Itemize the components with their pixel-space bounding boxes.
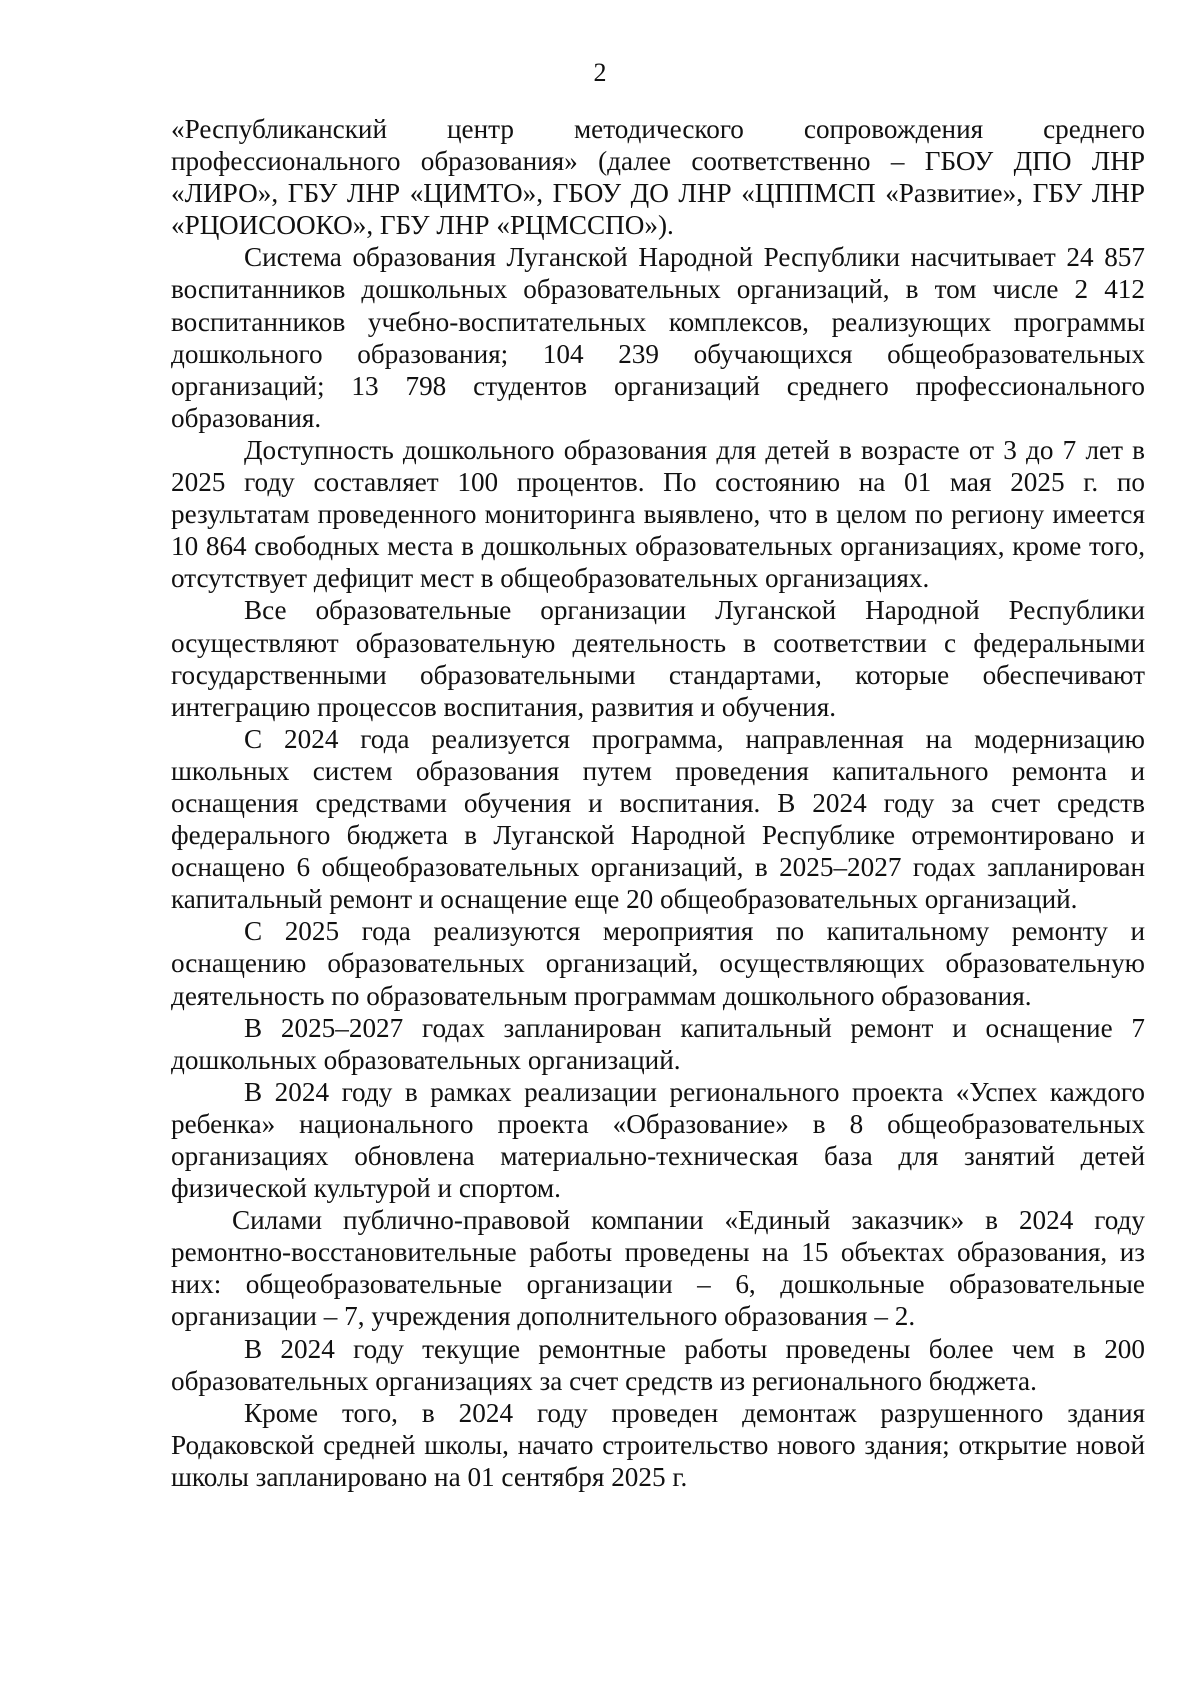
paragraph-rodakovo-school: Кроме того, в 2024 году проведен демонтаж разрушенного здания Родаковской средней школы, начато строительство нового здания; открытие новой школы запланировано на 01 сентября 2025 г.: [171, 1397, 1145, 1492]
paragraph-current-repairs: В 2024 году текущие ремонтные работы проведены более чем в 200 образовательных организациях за счет средств из регионального бюджета.: [171, 1333, 1145, 1396]
paragraph-preschool-repair: С 2025 года реализуются мероприятия по капитальному ремонту и оснащению образовательных организаций, осуществляющих образовательную деятельность по образовательным программам дошкольного образования.: [171, 916, 1145, 1011]
paragraph-continuation: «Республиканский центр методического сопровождения среднего профессионального образования» (далее соответственно – ГБОУ ДПО ЛНР «ЛИРО», ГБУ ЛНР «ЦИМТО», ГБОУ ДО ЛНР «ЦППМСП «Развитие», ГБУ ЛНР «РЦОИСООКО», ГБУ ЛНР «РЦМССПО»).: [171, 114, 1145, 241]
paragraph-sports-equipment: В 2024 году в рамках реализации регионального проекта «Успех каждого ребенка» национального проекта «Образование» в 8 общеобразовательных организациях обновлена материально-техническая база для занятий детей физической культурой и спортом.: [171, 1076, 1145, 1204]
paragraph-school-modernization: С 2024 года реализуется программа, направленная на модернизацию школьных систем образования путем проведения капитального ремонта и оснащения средствами обучения и воспитания. В 2024 году за счет средств федерального бюджета в Луганской Народной Республике отремонтировано и оснащено 6 общеобразовательных организаций, в 2025–2027 годах запланирован капитальный ремонт и оснащение еще 20 общеобразовательных организаций.: [171, 723, 1145, 915]
paragraph-preschool-availability: Доступность дошкольного образования для детей в возрасте от 3 до 7 лет в 2025 году составляет 100 процентов. По состоянию на 01 мая 2025 г. по результатам проведенного мониторинга выявлено, что в целом по региону имеется 10 864 свободных места в дошкольных образовательных организациях, кроме того, отсутствует дефицит мест в общеобразовательных организациях.: [171, 434, 1145, 594]
paragraph-student-counts: Система образования Луганской Народной Республики насчитывает 24 857 воспитанников дошкольных образовательных организаций, в том числе 2 412 воспитанников учебно-воспитательных комплексов, реализующих программы дошкольного образования; 104 239 обучающихся общеобразовательных организаций; 13 798 студентов организаций среднего профессионального образования.: [171, 242, 1145, 433]
document-body: [171, 113, 1145, 1493]
page-number: 2: [593, 58, 607, 87]
paragraph-federal-standards: Все образовательные организации Луганской Народной Республики осуществляют образовательную деятельность в соответствии с федеральными государственными образовательными стандартами, которые обеспечивают интеграцию процессов воспитания, развития и обучения.: [171, 595, 1145, 722]
paragraph-planned-repair: В 2025–2027 годах запланирован капитальный ремонт и оснащение 7 дошкольных образовательных организаций.: [171, 1012, 1145, 1075]
paragraph-single-customer: Силами публично-правовой компании «Единый заказчик» в 2024 году ремонтно-восстановительные работы проведены на 15 объектах образования, из них: общеобразовательные организации – 6, дошкольные образовательные организации – 7, учреждения дополнительного образования – 2.: [171, 1205, 1145, 1332]
